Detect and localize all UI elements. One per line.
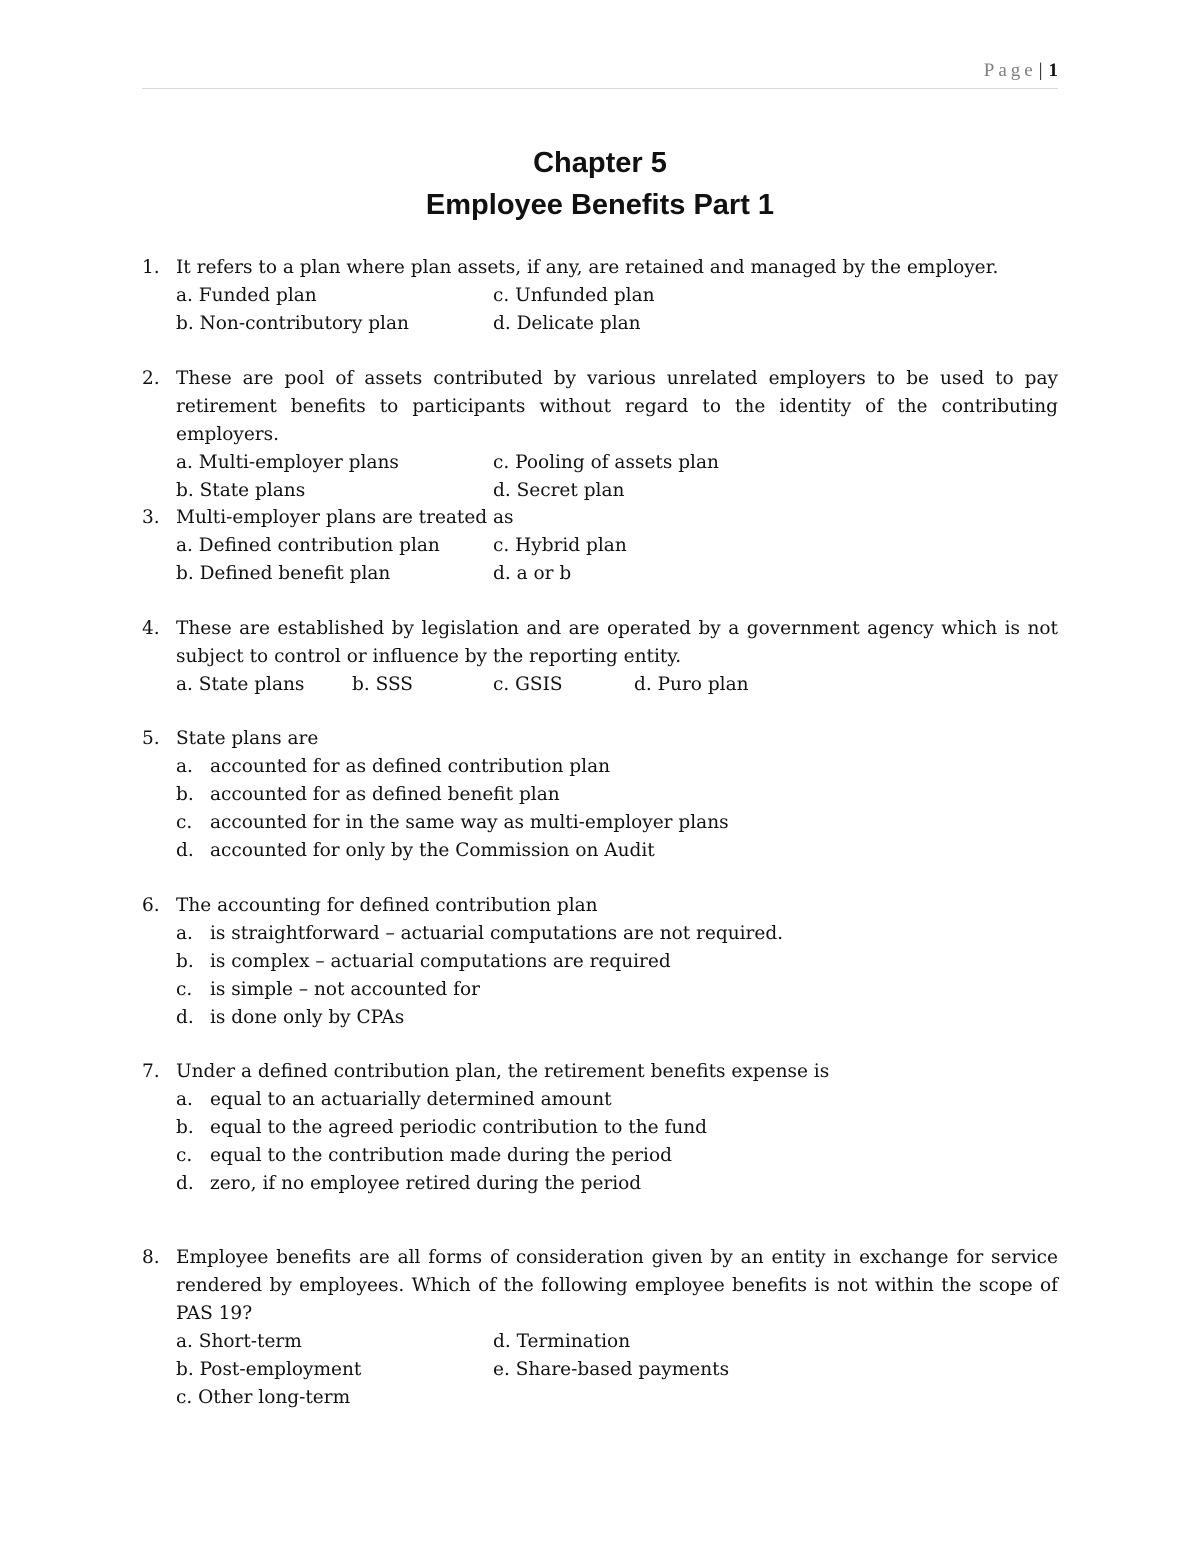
- choice-letter: b.: [176, 951, 194, 972]
- choice-text: is complex – actuarial computations are required: [210, 951, 671, 972]
- choice-letter: a.: [176, 756, 193, 777]
- choice-letter: b.: [176, 784, 194, 805]
- question-stem: These are established by legislation and are operated by a government agency which is not subject to control or influence by the reporting entity.: [176, 618, 1058, 667]
- choice: b. State plans: [176, 480, 306, 501]
- question-number: 2.: [142, 368, 160, 389]
- question-5: [142, 725, 1058, 865]
- choice: [176, 753, 1058, 781]
- question-number: 3.: [142, 507, 160, 528]
- choice: [176, 976, 1058, 1004]
- choice: d. Secret plan: [493, 480, 625, 501]
- choice: d. Termination: [493, 1331, 631, 1352]
- choices: [176, 753, 1058, 865]
- choice: a. Short-term: [176, 1331, 302, 1352]
- choice-letter: d.: [176, 1007, 194, 1028]
- choice-text: is done only by CPAs: [210, 1007, 405, 1028]
- page-header: [142, 60, 1058, 89]
- choice: a. State plans: [176, 674, 305, 695]
- choice-text: equal to the contribution made during the period: [210, 1145, 672, 1166]
- choice-text: is simple – not accounted for: [210, 979, 480, 1000]
- choice-text: equal to an actuarially determined amount: [210, 1089, 612, 1110]
- question-stem: It refers to a plan where plan assets, if any, are retained and managed by the employer.: [176, 257, 999, 278]
- choice: [176, 1142, 1058, 1170]
- choice-text: accounted for only by the Commission on Audit: [210, 840, 655, 861]
- question-4: [142, 615, 1058, 699]
- choice: c. Hybrid plan: [493, 535, 627, 556]
- question-number: 8.: [142, 1247, 160, 1268]
- chapter-subtitle: Employee Benefits Part 1: [425, 189, 775, 221]
- choice-text: accounted for as defined contribution plan: [210, 756, 611, 777]
- page-number: 1: [1048, 60, 1058, 81]
- page-separator: |: [1038, 60, 1043, 81]
- question-3: [142, 504, 1058, 588]
- choice: e. Share-based payments: [493, 1359, 730, 1380]
- choice: b. Non-contributory plan: [176, 313, 409, 334]
- choice: [176, 809, 1058, 837]
- question-number: 7.: [142, 1061, 160, 1082]
- choice: d. a or b: [493, 563, 572, 584]
- choice: [176, 920, 1058, 948]
- choice-letter: d.: [176, 1173, 194, 1194]
- chapter-title: Chapter 5: [533, 147, 667, 179]
- choice-letter: d.: [176, 840, 194, 861]
- question-1: [142, 254, 1058, 338]
- question-stem: Multi-employer plans are treated as: [176, 507, 514, 528]
- choice: [176, 781, 1058, 809]
- question-number: 1.: [142, 257, 160, 278]
- choice-letter: a.: [176, 1089, 193, 1110]
- question-stem: Employee benefits are all forms of consideration given by an entity in exchange for service rendered by employees. Which of the following employee benefits is not within the scope of PAS 19?: [176, 1247, 1058, 1324]
- choice: d. Puro plan: [634, 674, 749, 695]
- page-indicator: [984, 60, 1058, 82]
- question-number: 6.: [142, 895, 160, 916]
- choice-text: accounted for in the same way as multi-employer plans: [210, 812, 729, 833]
- question-number: 5.: [142, 728, 160, 749]
- choice-letter: a.: [176, 923, 193, 944]
- choice: a. Multi-employer plans: [176, 452, 399, 473]
- question-8: [142, 1244, 1058, 1412]
- choice: b. SSS: [352, 674, 413, 695]
- choice-text: is straightforward – actuarial computations are not required.: [210, 923, 784, 944]
- question-number: 4.: [142, 618, 160, 639]
- choice: a. Funded plan: [176, 285, 317, 306]
- choice: a. Defined contribution plan: [176, 535, 440, 556]
- question-stem: The accounting for defined contribution plan: [176, 895, 598, 916]
- question-7: [142, 1058, 1058, 1198]
- choice-text: equal to the agreed periodic contribution to the fund: [210, 1117, 707, 1138]
- question-2: [142, 365, 1058, 505]
- question-6: [142, 892, 1058, 1032]
- choice: c. Unfunded plan: [493, 285, 655, 306]
- choices: [176, 1086, 1058, 1198]
- page-word: Page: [983, 60, 1037, 81]
- choice: [176, 1170, 1058, 1198]
- choice: d. Delicate plan: [493, 313, 641, 334]
- choice-letter: b.: [176, 1117, 194, 1138]
- choice-letter: c.: [176, 979, 193, 1000]
- question-stem: State plans are: [176, 728, 319, 749]
- choice: [176, 1004, 1058, 1032]
- choices: [176, 1328, 1058, 1412]
- page-title: [0, 142, 1200, 226]
- choice: [176, 1114, 1058, 1142]
- choice: c. Pooling of assets plan: [493, 452, 719, 473]
- question-stem: These are pool of assets contributed by various unrelated employers to be used to pay retirement benefits to participants without regard to the identity of the contributing employers.: [176, 368, 1058, 445]
- choice: [176, 837, 1058, 865]
- choice: c. Other long-term: [176, 1387, 351, 1408]
- choice-text: accounted for as defined benefit plan: [210, 784, 560, 805]
- choice: c. GSIS: [493, 674, 563, 695]
- choice-letter: c.: [176, 1145, 193, 1166]
- choices: [176, 671, 1058, 699]
- choice: b. Post-employment: [176, 1359, 362, 1380]
- question-stem: Under a defined contribution plan, the retirement benefits expense is: [176, 1061, 830, 1082]
- choice: [176, 948, 1058, 976]
- choice: b. Defined benefit plan: [176, 563, 391, 584]
- choice-text: zero, if no employee retired during the period: [210, 1173, 642, 1194]
- choice-letter: c.: [176, 812, 193, 833]
- choices: [176, 532, 1058, 588]
- choices: [176, 449, 1058, 505]
- choices: [176, 920, 1058, 1032]
- choices: [176, 282, 1058, 338]
- choice: [176, 1086, 1058, 1114]
